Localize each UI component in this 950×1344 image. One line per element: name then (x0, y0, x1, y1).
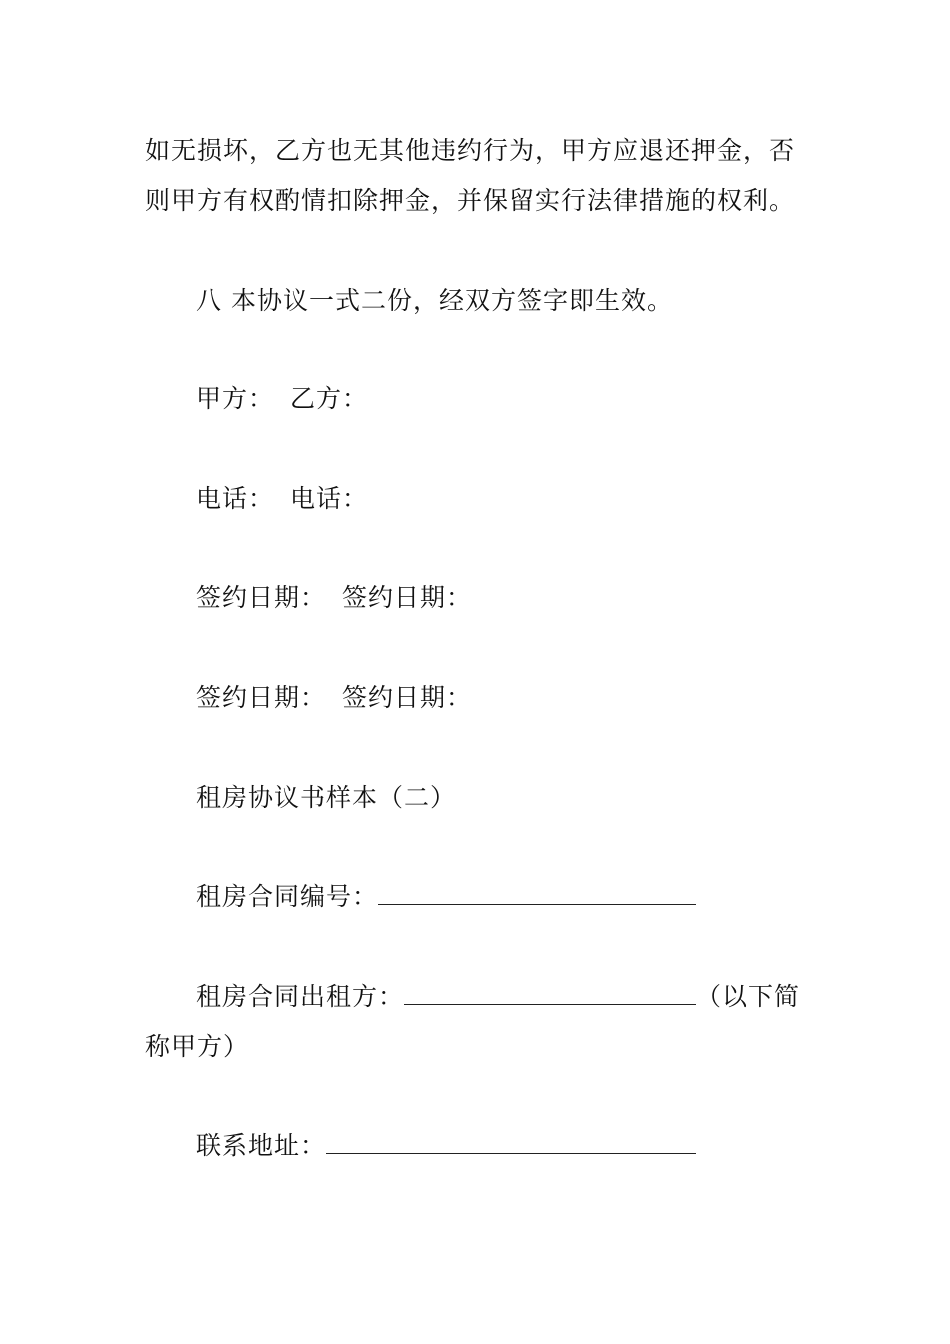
phone-row (196, 486, 866, 511)
lessor-label: 租房合同出租方： (196, 982, 405, 1011)
lessor-suffix-continuation: 称甲方） (145, 1032, 250, 1061)
party-signature-row (196, 386, 866, 411)
clause-eight: 八 本协议一式二份，经双方签字即生效。 (196, 286, 673, 315)
party-b-label: 乙方： (290, 384, 369, 413)
paragraph-deposit-line-1: 如无损坏，乙方也无其他违约行为，甲方应退还押金，否 (145, 136, 796, 165)
party-a-label: 甲方： (196, 384, 275, 413)
address-label: 联系地址： (196, 1131, 327, 1160)
contract-number-row (196, 884, 866, 909)
lessor-suffix: （以下简 (696, 982, 801, 1011)
paragraph-deposit-line-2: 则甲方有权酌情扣除押金，并保留实行法律措施的权利。 (145, 186, 796, 215)
contract-number-blank (378, 886, 696, 905)
lessor-blank (404, 986, 696, 1005)
address-blank (326, 1135, 696, 1154)
sign-date-b-label: 签约日期： (342, 583, 473, 612)
address-row (196, 1133, 866, 1158)
sign-date-b-label: 签约日期： (342, 683, 473, 712)
sample-title: 租房协议书样本（二） (196, 783, 457, 812)
sign-date-row-2 (196, 685, 866, 710)
sign-date-a-label: 签约日期： (196, 683, 327, 712)
sign-date-row-1 (196, 585, 866, 610)
lessor-row (196, 984, 866, 1009)
contract-number-label: 租房合同编号： (196, 882, 379, 911)
phone-a-label: 电话： (196, 484, 275, 513)
sign-date-a-label: 签约日期： (196, 583, 327, 612)
phone-b-label: 电话： (290, 484, 369, 513)
